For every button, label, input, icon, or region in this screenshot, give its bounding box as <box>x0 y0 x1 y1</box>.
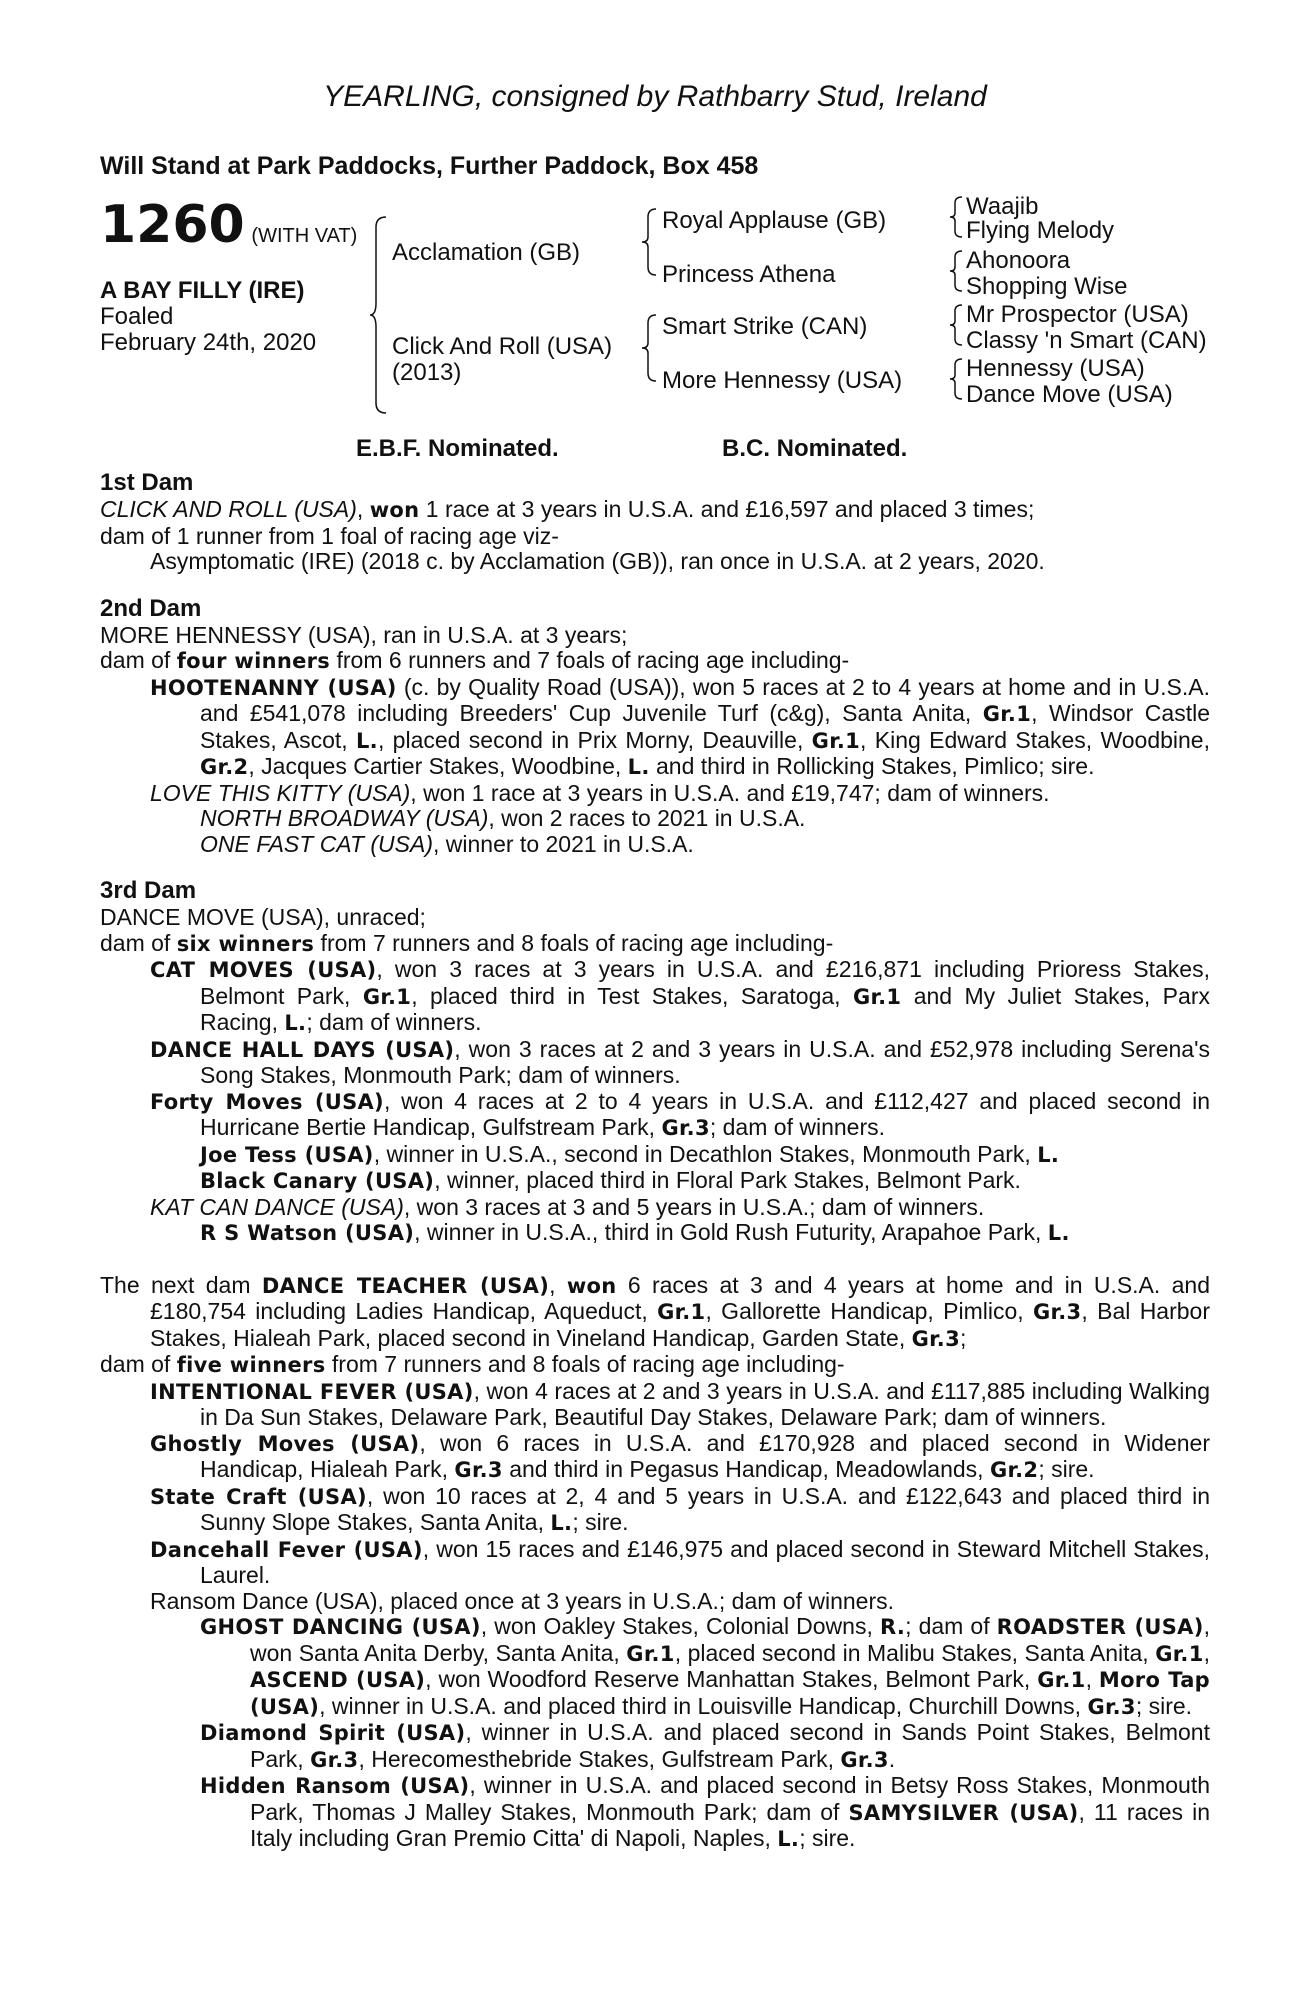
brace-g3-1 <box>948 195 964 239</box>
pedigree-block <box>100 195 1210 435</box>
g3-3: Ahonoora <box>966 247 1071 274</box>
produce-kat-can-dance: KAT CAN DANCE (USA), won 3 races at 3 and 5 years in U.S.A.; dam of winners. <box>150 1193 985 1220</box>
produce-ghostly-moves: Ghostly Moves (USA), won 6 races in U.S.A. and £170,928 and placed second in Widener Handicap, Hialeah Park, Gr.3 and third in Pegasus Handicap, Meadowlands, Gr.2; sire. <box>150 1429 1210 1482</box>
produce-hootenanny: HOOTENANNY (USA) (c. by Quality Road (USA)), won 5 races at 2 to 4 years at home and in U.S.A. and £541,078 including Breeders' Cup Juvenile Turf (c&g), Santa Anita, Gr.1, Windsor Castle Stakes, Ascot, L., placed second in Prix Morny, Deauville, Gr.1, King Edward Stakes, Woodbine, Gr.2, Jacques Cartier Stakes, Woodbine, L. and third in Rollicking Stakes, Pimlico; sire. <box>150 673 1211 779</box>
dam-year: (2013) <box>392 359 462 386</box>
produce-state-craft: State Craft (USA), won 10 races at 2, 4 and 5 years in U.S.A. and £122,643 and placed third in Sunny Slope Stakes, Santa Anita, L.; sire. <box>150 1482 1210 1535</box>
brace-g3-4 <box>948 357 964 401</box>
bc-nomination: B.C. Nominated. <box>722 435 908 462</box>
produce-black-canary: Black Canary (USA), winner, placed third in Floral Park Stakes, Belmont Park. <box>200 1167 1021 1193</box>
produce-north-broadway: NORTH BROADWAY (USA), won 2 races to 2021 in U.S.A. <box>200 805 806 831</box>
sire-dam: Princess Athena <box>662 261 836 288</box>
produce-ghost-dancing: GHOST DANCING (USA), won Oakley Stakes, Colonial Downs, R.; dam of ROADSTER (USA), won Santa Anita Derby, Santa Anita, Gr.1, placed second in Malibu Stakes, Santa Anita, Gr.1, ASCEND (USA), won Woodford Reserve Manhattan Stakes, Belmont Park, Gr.1, Moro Tap (USA), winner in U.S.A. and placed third in Louisville Handicap, Churchill Downs, Gr.3; sire. <box>200 1613 1211 1719</box>
produce-diamond-spirit: Diamond Spirit (USA), winner in U.S.A. and placed second in Sands Point Stakes, Belmont Park, Gr.3, Herecomesthebride Stakes, Gulfstream Park, Gr.3. <box>200 1719 1210 1772</box>
first-dam-heading: 1st Dam <box>100 469 194 496</box>
produce-ransom-dance: Ransom Dance (USA), placed once at 3 years in U.S.A.; dam of winners. <box>150 1587 894 1614</box>
first-dam-produce-summary: dam of 1 runner from 1 foal of racing age viz- <box>100 522 559 549</box>
produce-one-fast-cat: ONE FAST CAT (USA), winner to 2021 in U.S.A. <box>200 830 694 857</box>
produce-cat-moves: CAT MOVES (USA), won 3 races at 3 years in U.S.A. and £216,871 including Prioress Stakes, Belmont Park, Gr.1, placed third in Test Stakes, Saratoga, Gr.1 and My Juliet Stakes, Parx Racing, L.; dam of winners. <box>150 956 1210 1035</box>
dam-dam: More Hennessy (USA) <box>662 367 903 394</box>
second-dam-heading: 2nd Dam <box>100 594 202 622</box>
sire-sire: Royal Applause (GB) <box>662 207 887 234</box>
brace-g3-2 <box>948 249 964 293</box>
dam-sire: Smart Strike (CAN) <box>662 313 868 340</box>
third-dam-line: DANCE MOVE (USA), unraced; <box>100 904 426 930</box>
horse-name: A BAY FILLY (IRE) <box>100 277 305 304</box>
g3-8: Dance Move (USA) <box>966 381 1173 408</box>
third-dam-heading: 3rd Dam <box>100 877 197 904</box>
g3-6: Classy 'n Smart (CAN) <box>966 327 1207 354</box>
produce-joe-tess: Joe Tess (USA), winner in U.S.A., second in Decathlon Stakes, Monmouth Park, L. <box>200 1140 1060 1167</box>
page-title: YEARLING, consigned by Rathbarry Stud, Ireland <box>323 80 987 113</box>
nominations <box>100 435 1210 469</box>
second-dam-summary: dam of four winners from 6 runners and 7 foals of racing age including- <box>100 647 850 673</box>
g3-5: Mr Prospector (USA) <box>966 301 1189 328</box>
next-dam-line: The next dam DANCE TEACHER (USA), won 6 races at 3 and 4 years at home and in U.S.A. and £180,754 including Ladies Handicap, Aqueduct, Gr.1, Gallorette Handicap, Pimlico, Gr.3, Bal Harbor Stakes, Hialeah Park, placed second in Vineland Handicap, Garden State, Gr.3; <box>100 1271 1211 1351</box>
g3-7: Hennessy (USA) <box>966 355 1145 382</box>
g3-1: Waajib <box>966 193 1039 220</box>
brace-generation-1 <box>368 215 390 415</box>
produce-rs-watson: R S Watson (USA), winner in U.S.A., third in Gold Rush Futurity, Arapahoe Park, L. <box>200 1219 1070 1245</box>
foaled-date: February 24th, 2020 <box>100 329 317 356</box>
catalogue-page <box>100 80 1210 1853</box>
next-dam-summary: dam of five winners from 7 runners and 8 foals of racing age including- <box>100 1351 845 1377</box>
ebf-nomination: E.B.F. Nominated. <box>356 435 559 462</box>
produce-forty-moves: Forty Moves (USA), won 4 races at 2 to 4 years in U.S.A. and £112,427 and placed second in Hurricane Bertie Handicap, Gulfstream Park, Gr.3; dam of winners. <box>150 1087 1211 1140</box>
produce-love-this-kitty: LOVE THIS KITTY (USA), won 1 race at 3 years in U.S.A. and £19,747; dam of winners. <box>150 779 1050 806</box>
third-dam-section <box>100 877 1210 1247</box>
stand-location: Will Stand at Park Paddocks, Further Paddock, Box 458 <box>100 152 759 180</box>
brace-dam <box>640 313 660 383</box>
lot-number: 1260 <box>100 195 245 255</box>
produce-dance-hall-days: DANCE HALL DAYS (USA), won 3 races at 2 and 3 years in U.S.A. and £52,978 including Serena's Song Stakes, Monmouth Park; dam of winners. <box>150 1035 1210 1088</box>
vat-note: (WITH VAT) <box>251 225 358 247</box>
first-dam-line: CLICK AND ROLL (USA), won 1 race at 3 years in U.S.A. and £16,597 and placed 3 times; <box>100 496 1035 522</box>
produce-intentional-fever: INTENTIONAL FEVER (USA), won 4 races at 2 and 3 years in U.S.A. and £117,885 including Walking in Da Sun Stakes, Delaware Park, Beautiful Day Stakes, Delaware Park; dam of winners. <box>150 1377 1210 1430</box>
second-dam-line: MORE HENNESSY (USA), ran in U.S.A. at 3 years; <box>100 621 628 648</box>
first-dam-produce: Asymptomatic (IRE) (2018 c. by Acclamation (GB)), ran once in U.S.A. at 2 years, 2020. <box>150 548 1045 574</box>
sire: Acclamation (GB) <box>392 239 581 266</box>
third-dam-summary: dam of six winners from 7 runners and 8 foals of racing age including- <box>100 929 834 956</box>
lot-number-line <box>100 195 358 255</box>
next-dam-section <box>100 1273 1210 1853</box>
second-dam-section <box>100 595 1210 858</box>
produce-hidden-ransom: Hidden Ransom (USA), winner in U.S.A. and placed second in Betsy Ross Stakes, Monmouth Park, Thomas J Malley Stakes, Monmouth Park; dam of SAMYSILVER (USA), 11 races in Italy including Gran Premio Citta' di Napoli, Naples, L.; sire. <box>200 1772 1211 1851</box>
brace-sire <box>640 207 660 277</box>
g3-4: Shopping Wise <box>966 273 1128 300</box>
produce-dancehall-fever: Dancehall Fever (USA), won 15 races and £146,975 and placed second in Steward Mitchell Stakes, Laurel. <box>150 1535 1210 1588</box>
g3-2: Flying Melody <box>966 217 1115 244</box>
first-dam-section <box>100 469 1210 575</box>
dam: Click And Roll (USA) <box>392 333 613 360</box>
foaled-label: Foaled <box>100 303 174 330</box>
brace-g3-3 <box>948 303 964 347</box>
